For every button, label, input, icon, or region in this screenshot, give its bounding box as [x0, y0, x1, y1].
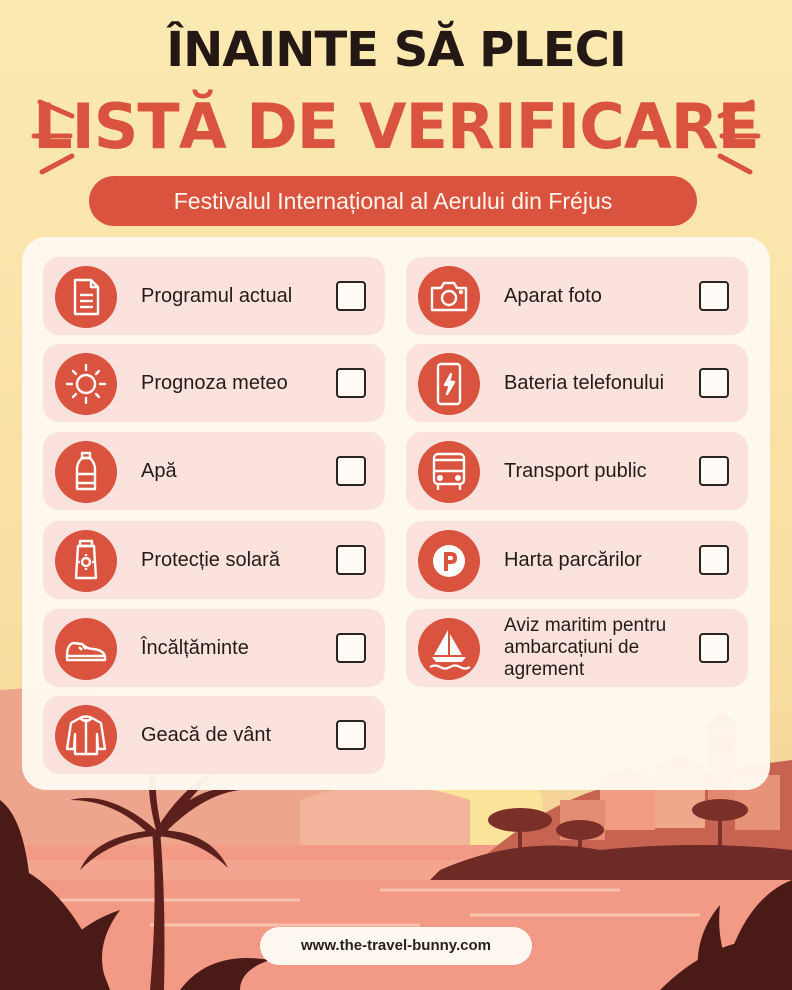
sneaker-icon	[55, 618, 117, 680]
checklist-item-label: Geacă de vânt	[141, 724, 272, 746]
checklist-item-label: Prognoza meteo	[141, 372, 288, 394]
checklist-item-label: Aparat foto	[504, 285, 602, 307]
checklist-item-parking-map[interactable]	[406, 521, 748, 599]
parking-icon	[418, 530, 480, 592]
phone-battery-icon	[418, 353, 480, 415]
water-bottle-icon	[55, 441, 117, 503]
checklist-item-phone-battery[interactable]	[406, 344, 748, 422]
checklist-item-label: Apă	[141, 460, 177, 482]
checkbox[interactable]	[336, 633, 366, 663]
checkbox[interactable]	[336, 281, 366, 311]
checklist-item-label: Încălțăminte	[141, 637, 249, 659]
checkbox[interactable]	[699, 545, 729, 575]
checklist-item-footwear[interactable]	[43, 609, 385, 687]
camera-icon	[418, 266, 480, 328]
checklist-item-camera[interactable]	[406, 257, 748, 335]
checkbox[interactable]	[336, 456, 366, 486]
checkbox[interactable]	[699, 368, 729, 398]
checkbox[interactable]	[699, 456, 729, 486]
checklist-item-water[interactable]	[43, 432, 385, 510]
checkbox[interactable]	[699, 281, 729, 311]
checkbox[interactable]	[336, 545, 366, 575]
checklist-item-public-transport[interactable]	[406, 432, 748, 510]
checklist-item-windbreaker[interactable]	[43, 696, 385, 774]
jacket-icon	[55, 705, 117, 767]
checkbox[interactable]	[336, 368, 366, 398]
checklist-item-maritime-notice[interactable]	[406, 609, 748, 687]
event-name-banner: Festivalul Internațional al Aerului din Fréjus	[89, 176, 697, 226]
checklist-item-label: Aviz maritim pentru ambarcațiuni de agrement	[504, 615, 667, 680]
checklist-item-program[interactable]	[43, 257, 385, 335]
checklist-item-label: Programul actual	[141, 285, 293, 307]
checklist-item-label: Protecție solară	[141, 549, 280, 571]
checkbox[interactable]	[699, 633, 729, 663]
checklist-item-label: Bateria telefonului	[504, 372, 665, 394]
website-url[interactable]: www.the-travel-bunny.com	[260, 927, 532, 965]
checklist-item-label: Harta parcărilor	[504, 549, 642, 571]
document-icon	[55, 266, 117, 328]
sailboat-icon	[418, 618, 480, 680]
checklist-card	[22, 237, 770, 790]
checklist-item-weather[interactable]	[43, 344, 385, 422]
sun-icon	[55, 353, 117, 415]
checklist-item-label: Transport public	[504, 460, 647, 482]
page-title: ÎNAINTE SĂ PLECI	[166, 22, 626, 78]
bus-icon	[418, 441, 480, 503]
checklist-heading: LISTĂ DE VERIFICARE	[33, 90, 759, 163]
checkbox[interactable]	[336, 720, 366, 750]
sunscreen-icon	[55, 530, 117, 592]
checklist-item-sunscreen[interactable]	[43, 521, 385, 599]
